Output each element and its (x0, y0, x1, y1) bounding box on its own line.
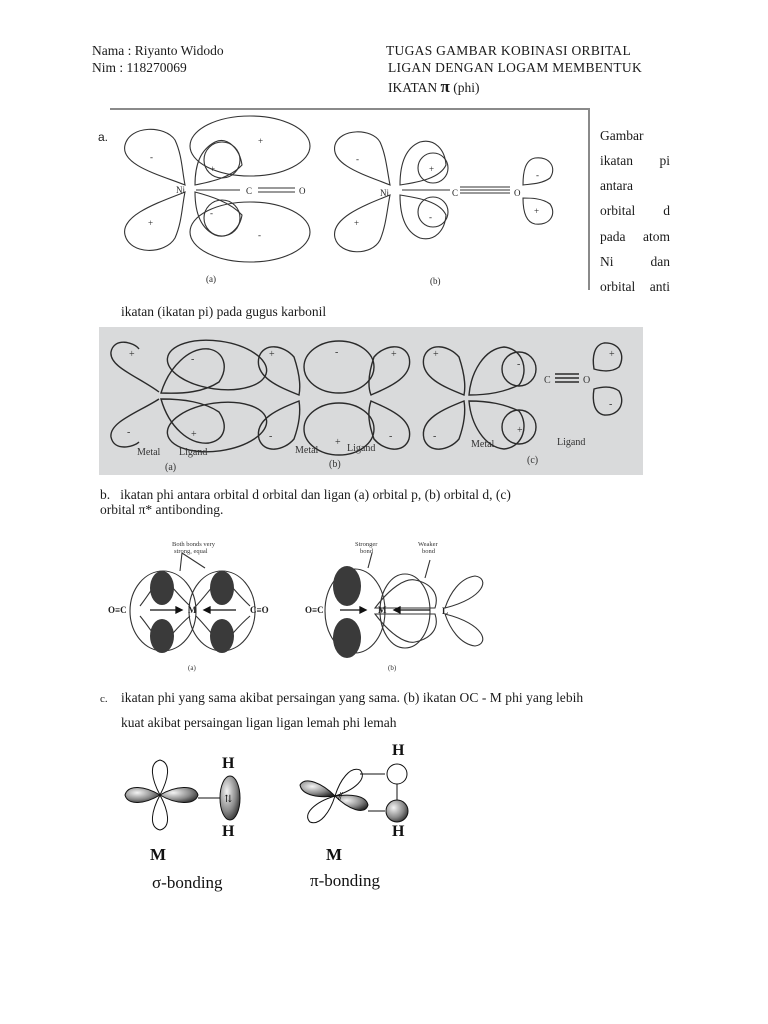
svg-text:-: - (389, 431, 393, 442)
caption-a: (a) (206, 274, 216, 284)
side-caption-line-3: antara (600, 178, 633, 193)
annot-both-2: strong, equal (174, 548, 208, 555)
m-label-pi: M (326, 845, 343, 864)
section-b-line-2: orbital π* antibonding. (100, 502, 224, 517)
bond-strength-diagram (100, 538, 520, 673)
svg-text:-: - (269, 431, 273, 442)
metal-label-a: Metal (137, 447, 161, 458)
figure-metal-ligand-pi (99, 327, 643, 475)
o-label-b: O (514, 188, 521, 198)
section-c-marker: c. (100, 693, 108, 705)
caption-a: (a) (165, 462, 177, 473)
oc-left-b: O≡C (305, 605, 324, 615)
ni-label-b: Ni (380, 188, 389, 198)
caption-a: (a) (188, 664, 196, 672)
figure-ni-co-orbitals (110, 108, 590, 290)
metal-ligand-orbital-diagram (99, 327, 643, 475)
caption-continuation: ikatan (ikatan pi) pada gugus karbonil (121, 304, 327, 319)
side-caption-line-1: Gambar (600, 128, 644, 143)
svg-text:-: - (536, 170, 539, 180)
metal-label-c: Metal (471, 439, 495, 450)
svg-text:-: - (609, 399, 613, 410)
ligand-label-c: Ligand (557, 437, 586, 448)
side-caption-line-7: orbital anti (600, 279, 670, 294)
o-label: O (583, 375, 591, 386)
annot-weak-2: bond (422, 548, 435, 555)
m-label-b: M (378, 605, 387, 615)
side-caption-line-6: Ni dan (600, 254, 670, 269)
ligand-label-b: Ligand (347, 443, 376, 454)
ni-co-orbital-diagram (110, 110, 588, 290)
title-line-2: LIGAN DENGAN LOGAM MEMBENTUK (388, 60, 643, 75)
oc-left-a: O≡C (108, 605, 127, 615)
ni-label-a: Ni (176, 185, 185, 195)
svg-text:+: + (191, 429, 197, 440)
c-label: C (544, 375, 551, 386)
caption-b: (b) (388, 664, 397, 672)
annot-strong-2: bond (360, 548, 373, 555)
side-caption-line-2: ikatan pi (600, 153, 670, 168)
side-caption-line-4: orbital d (600, 203, 670, 218)
annot-both-1: Both bonds very (172, 541, 215, 548)
title-line-1: TUGAS GAMBAR KOBINASI ORBITAL (386, 43, 632, 58)
svg-text:-: - (517, 359, 521, 370)
svg-text:⇅: ⇅ (224, 794, 233, 805)
h-bottom-pi: H (392, 823, 405, 840)
ligand-label-a: Ligand (179, 447, 208, 458)
svg-text:-: - (429, 212, 432, 222)
side-caption-line-5: pada atom (600, 229, 670, 244)
co-right-a: C≡O (250, 605, 269, 615)
o-label-a: O (299, 186, 306, 196)
sigma-bonding-label: σ-bonding (152, 873, 223, 892)
svg-text:+: + (269, 349, 275, 360)
section-c-line-2: kuat akibat persaingan ligan ligan lemah phi lemah (121, 715, 397, 730)
section-c-line-1: ikatan phi yang sama akibat persaingan yang sama. (b) ikatan OC - M phi yang lebih (121, 690, 584, 705)
h-bottom-sigma: H (222, 823, 235, 840)
svg-text:+: + (433, 349, 439, 360)
svg-text:+: + (148, 218, 154, 228)
student-nim: Nim : 118270069 (92, 60, 187, 75)
svg-text:-: - (258, 230, 261, 240)
svg-text:-: - (210, 208, 213, 218)
pi-symbol: π (440, 77, 450, 96)
c-label-a: C (246, 186, 253, 196)
svg-text:-: - (433, 431, 437, 442)
annot-strong-1: Stronger (355, 541, 378, 548)
figure-sigma-pi-bonding (110, 738, 430, 898)
caption-b: (b) (430, 276, 441, 286)
svg-text:-: - (127, 427, 131, 438)
svg-text:+: + (335, 437, 341, 448)
h-top-sigma: H (222, 755, 235, 772)
svg-text:⫽: ⫽ (338, 791, 343, 803)
svg-text:+: + (429, 164, 435, 174)
caption-c: (c) (527, 455, 539, 466)
pi-bonding-label: π-bonding (310, 871, 380, 890)
svg-text:+: + (129, 349, 135, 360)
metal-label-b: Metal (295, 445, 319, 456)
svg-text:+: + (258, 136, 264, 146)
section-a-marker: a. (98, 130, 109, 144)
section-b-marker: b. (100, 487, 111, 502)
m-label-sigma: M (150, 845, 167, 864)
m-label-a: M (188, 605, 197, 615)
caption-b: (b) (329, 459, 341, 470)
title-prefix: IKATAN (388, 80, 441, 95)
svg-text:+: + (534, 206, 540, 216)
svg-text:+: + (210, 164, 216, 174)
svg-text:+: + (391, 349, 397, 360)
student-name: Nama : Riyanto Widodo (92, 43, 224, 58)
svg-text:-: - (356, 154, 359, 164)
title-suffix: (phi) (449, 80, 480, 95)
title-line-3 (388, 79, 480, 96)
section-b-text: ikatan phi antara orbital d orbital dan ligan (a) orbital p, (b) orbital d, (c) (120, 487, 511, 502)
figure-bond-strength (100, 538, 520, 673)
svg-text:-: - (150, 152, 153, 162)
section-b-line-1 (100, 487, 511, 503)
svg-text:+: + (517, 425, 523, 436)
h-top-pi: H (392, 742, 405, 759)
l-label-b: L (442, 606, 449, 616)
sigma-pi-bonding-diagram (110, 738, 430, 898)
c-label-b: C (452, 188, 459, 198)
svg-text:+: + (609, 349, 615, 360)
svg-text:+: + (354, 218, 360, 228)
svg-text:-: - (335, 347, 339, 358)
annot-weak-1: Weaker (418, 541, 438, 548)
svg-text:-: - (191, 354, 195, 365)
